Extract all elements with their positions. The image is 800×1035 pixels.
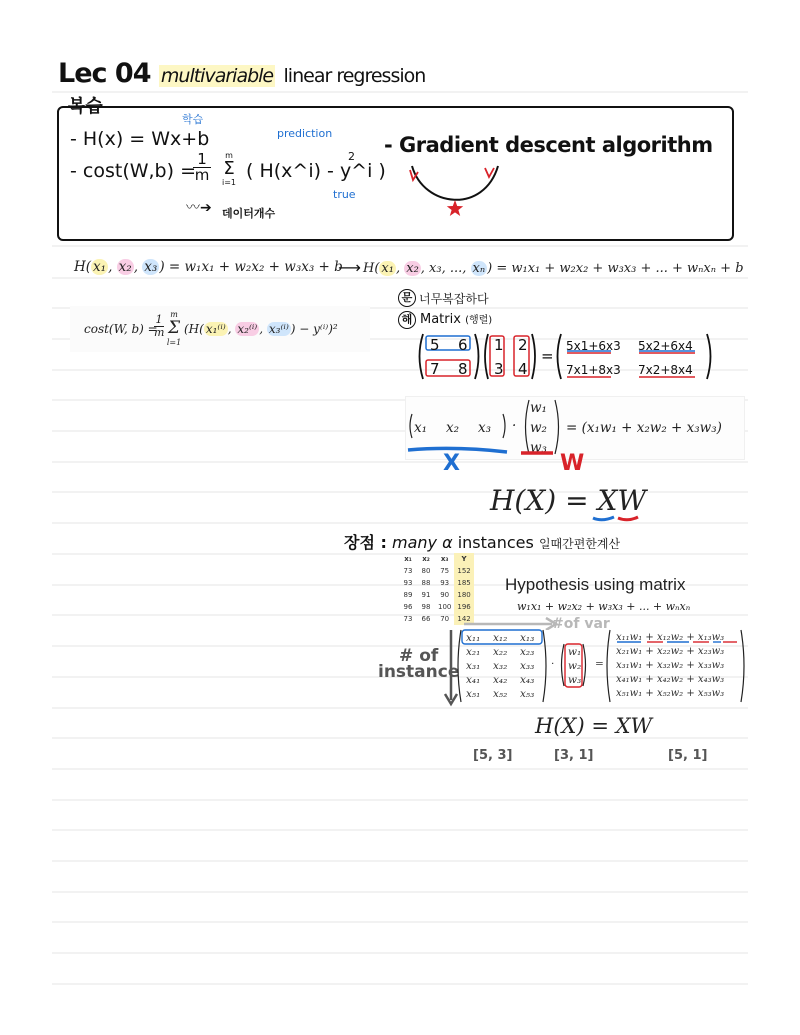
cost-sum-top: m — [170, 310, 178, 319]
review-heading: 복습 — [68, 96, 103, 117]
matrix-a-21: 7 — [430, 360, 440, 378]
hxw-big: H(X) = XW — [490, 484, 647, 517]
matrix-b-21: 3 — [494, 360, 504, 378]
cost-frac-den: m — [154, 326, 165, 339]
review-cost-frac-den: m — [194, 166, 210, 184]
table-cell: 142 — [454, 613, 473, 625]
table-cell: 66 — [421, 615, 431, 623]
xmat-row-2 — [466, 645, 547, 659]
table-header: x₂ — [422, 555, 430, 563]
xmat-cell: x₃₁ — [466, 660, 481, 672]
advantage-korean: 일때간편한계산 — [538, 537, 621, 551]
review-m-arrow: 〰➔ — [186, 200, 212, 216]
review-cost: - cost(W,b) = — [70, 160, 196, 182]
h3-right: ) = w₁x₁ + w₂x₂ + w₃x₃ + b — [159, 259, 343, 275]
table-cell: 96 — [403, 603, 413, 611]
result-vector — [616, 631, 724, 701]
xmat-row-4 — [466, 673, 547, 687]
review-cost-sum-top: m — [225, 151, 233, 160]
review-m-note: 데이터개수 — [222, 207, 276, 220]
matrix-r-21: 7x1+8x3 — [566, 363, 621, 377]
xmat-cell: x₄₂ — [493, 674, 508, 686]
table-cell: 88 — [421, 579, 431, 587]
hypothesis-formula: w₁x₁ + w₂x₂ + w₃x₃ + ... + wₙxₙ — [517, 600, 691, 613]
cost-x1: x₁⁽ⁱ⁾ — [205, 322, 226, 336]
h3-x1: x₁ — [93, 259, 107, 275]
matrix-a-12: 6 — [458, 336, 468, 354]
table-cell: 93 — [440, 579, 450, 587]
xmat-cell: x₁₁ — [466, 632, 481, 644]
hxw-big-underlines — [590, 512, 650, 524]
dot-symbol: · — [512, 418, 517, 434]
table-cell: 73 — [403, 615, 413, 623]
label-x: X — [443, 451, 460, 476]
advantage-many: many — [391, 533, 437, 552]
matrix-b-12: 2 — [518, 336, 528, 354]
num-var-note: #of var — [552, 616, 610, 632]
xmat-row-5 — [466, 687, 547, 701]
matrix-r-11: 5x1+6x3 — [566, 339, 621, 353]
xmat-cell: x₄₃ — [520, 674, 535, 686]
hypothesis-heading: Hypothesis using matrix — [505, 575, 686, 594]
table-cell: 196 — [454, 601, 473, 613]
result-cell: x₁₁w₁ + x₁₂w₂ + x₁₃w₃ — [616, 632, 725, 643]
table-cell: 90 — [440, 591, 450, 599]
dot-row-x2: x₂ — [446, 420, 460, 436]
table-cell: 180 — [454, 589, 473, 601]
matrix-b-22: 4 — [518, 360, 528, 378]
xmat-cell: x₂₃ — [520, 646, 535, 658]
h3-x3: x₃ — [144, 259, 158, 275]
cost-sum-symbol: Σ — [167, 318, 181, 338]
review-hx: - H(x) = Wx+b — [70, 128, 210, 150]
xmat-row — [466, 631, 547, 701]
dot-col-w3: w₃ — [530, 440, 547, 456]
problem-text: 너무복잡하다 — [419, 292, 489, 306]
result-cell: x₅₁w₁ + x₅₂w₂ + x₅₃w₃ — [616, 688, 725, 699]
table-cell: 73 — [403, 567, 413, 575]
wvec-cell: w₁ — [568, 646, 582, 658]
table-cell: 98 — [421, 603, 431, 611]
hn-xn: xₙ — [472, 261, 486, 276]
solution-mark: 해 — [398, 311, 416, 329]
cost-frac — [154, 314, 164, 339]
hn-left: H( — [363, 261, 380, 276]
xmat-cell: x₅₃ — [520, 688, 535, 700]
xmat-cell: x₂₁ — [466, 646, 481, 658]
label-w: W — [560, 451, 585, 476]
xmat-cell: x₄₁ — [466, 674, 481, 686]
dot-col-w2: w₂ — [530, 420, 547, 436]
dot-col-w1: w₁ — [530, 400, 547, 416]
matrix-equals: = — [541, 347, 554, 365]
dot-row-x1: x₁ — [414, 420, 428, 436]
hyp-hxw: H(X) = XW — [535, 714, 653, 738]
cost-close: ) − y⁽ⁱ⁾)² — [290, 322, 338, 336]
review-cost-sum-bottom: i=1 — [221, 178, 236, 187]
xmat-row-3 — [466, 659, 547, 673]
table-cell: 185 — [454, 577, 473, 589]
review-cost-power: 2 — [348, 150, 355, 163]
xmat-cell: x₃₃ — [520, 660, 535, 672]
h3-left: H( — [74, 259, 92, 275]
advantage-instances: instances — [457, 533, 534, 552]
problem-mark: 문 — [398, 289, 416, 307]
table-cell: 100 — [438, 603, 452, 611]
num-instance-b: instance — [378, 662, 460, 682]
xmat-cell: x₅₁ — [466, 688, 481, 700]
table-row — [399, 589, 474, 601]
cost-x2: x₂⁽ⁱ⁾ — [237, 322, 258, 336]
arrow-right-icon: ⟶ — [338, 258, 361, 277]
review-true-note: true — [333, 188, 356, 201]
cost-body: (H( x₁⁽ⁱ⁾ , x₂⁽ⁱ⁾ , x₃⁽ⁱ⁾ ) − y⁽ⁱ⁾)² — [184, 322, 338, 336]
table-header-row — [399, 553, 474, 565]
result-cell: x₃₁w₁ + x₃₂w₂ + x₃₃w₃ — [616, 660, 725, 671]
table-row — [399, 565, 474, 577]
wvec — [568, 645, 581, 687]
matrix-r-12: 5x2+6x4 — [638, 339, 693, 353]
table-cell: 75 — [440, 567, 450, 575]
xmat-cell: x₂₂ — [493, 646, 508, 658]
matrix-r-22: 7x2+8x4 — [638, 363, 693, 377]
result-cell: x₂₁w₁ + x₂₂w₂ + x₂₃w₃ — [616, 646, 725, 657]
shape-h: [5, 1] — [668, 748, 708, 763]
advantage-propto: α — [442, 533, 453, 552]
dot-rhs: = (x₁w₁ + x₂w₂ + x₃w₃) — [566, 420, 722, 436]
solution-paren: (행렬) — [465, 315, 493, 326]
table-row — [399, 601, 474, 613]
review-cost-sum — [216, 150, 242, 188]
dot-row-x3: x₃ — [478, 420, 492, 436]
advantage-line — [344, 530, 620, 553]
shape-w: [3, 1] — [554, 748, 594, 763]
advantage-label: 장점 : — [344, 533, 387, 552]
matrix-b-11: 1 — [494, 336, 504, 354]
xmat-cell: x₁₃ — [520, 632, 535, 644]
xmat-cell: x₁₂ — [493, 632, 508, 644]
wvec-cell: w₂ — [568, 660, 582, 672]
table-cell: 152 — [454, 565, 473, 577]
review-cost-sum-symbol: Σ — [223, 158, 235, 179]
gradient-curve-icon — [400, 160, 510, 222]
cost-open: (H( — [184, 322, 204, 336]
xmat-row-1 — [466, 631, 547, 645]
cost-sum — [166, 309, 182, 348]
table-cell: 93 — [403, 579, 413, 587]
hn-x2: x₂ — [406, 261, 419, 276]
cost-left: cost(W, b) = — [84, 322, 158, 336]
cost-frac-num: 1 — [155, 313, 163, 326]
solution-matrix: Matrix — [420, 312, 461, 327]
title-subtitle: multivariable — [160, 65, 274, 87]
hyp-eq: = — [595, 658, 604, 670]
table-header: x₃ — [440, 555, 449, 563]
result-cell: x₄₁w₁ + x₄₂w₂ + x₄₃w₃ — [616, 674, 725, 685]
review-cost-body: ( H(x^i) - y^i ) — [246, 160, 386, 182]
review-hx-note: 학습 — [182, 113, 204, 126]
table-row — [399, 577, 474, 589]
hn-x1: x₁ — [381, 261, 394, 276]
hn-mid: x₃, ..., — [429, 261, 471, 276]
table-cell: 80 — [421, 567, 431, 575]
table-header: x₁ — [404, 555, 412, 563]
cost-x3: x₃⁽ⁱ⁾ — [268, 322, 289, 336]
shape-x: [5, 3] — [473, 748, 513, 763]
hypothesis-nvar: H( x₁ , x₂ , x₃, ..., xₙ ) = w₁x₁ + w₂x₂ + w₃x₃ + ... + wₙxₙ + b — [363, 261, 744, 276]
matrix-a-11: 5 — [430, 336, 440, 354]
table-cell: 70 — [440, 615, 450, 623]
xmat-cell: x₅₂ — [493, 688, 508, 700]
cost-sum-bottom: l=1 — [166, 338, 182, 347]
h3-x2: x₂ — [118, 259, 132, 275]
hypothesis-3var: H( x₁ , x₂ , x₃ ) = w₁x₁ + w₂x₂ + w₃x₃ + b — [74, 259, 343, 275]
hyp-dot: · — [551, 658, 555, 670]
review-prediction-note: prediction — [277, 127, 333, 140]
table-cell: 89 — [403, 591, 413, 599]
num-instance-a: # of — [399, 646, 439, 666]
table-cell: 91 — [421, 591, 431, 599]
solution-text — [420, 311, 492, 327]
xmat-cell: x₃₂ — [493, 660, 508, 672]
review-cost-frac — [193, 152, 211, 183]
title-rest: linear regression — [283, 65, 426, 87]
table-header: Y — [454, 553, 473, 565]
review-cost-frac-num: 1 — [193, 152, 211, 168]
matrix-a-22: 8 — [458, 360, 468, 378]
wvec-cell: w₃ — [568, 674, 582, 686]
review-gradient: - Gradient descent algorithm — [384, 133, 713, 157]
page-title — [58, 58, 425, 89]
hn-right: ) = w₁x₁ + w₂x₂ + w₃x₃ + ... + wₙxₙ + b — [487, 261, 744, 276]
title-lec: Lec 04 — [58, 58, 151, 89]
